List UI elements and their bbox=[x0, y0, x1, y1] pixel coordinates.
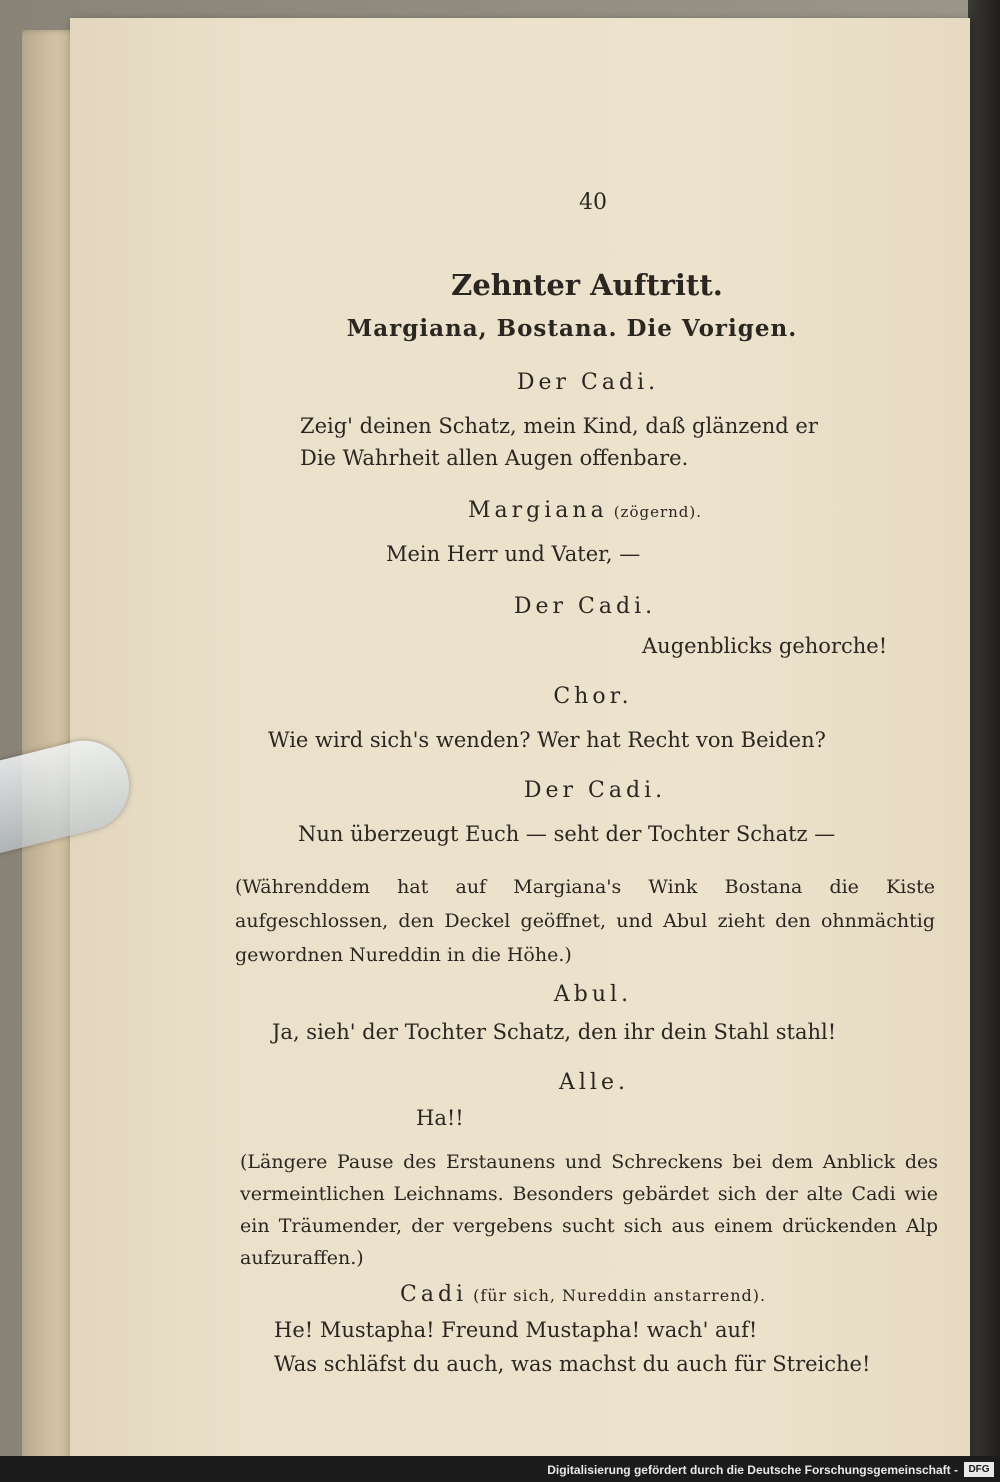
speaker-label: Alle. bbox=[559, 1070, 629, 1095]
speaker-name: Cadi bbox=[400, 1282, 468, 1307]
speaker-label: Der Cadi. bbox=[513, 594, 657, 619]
speaker-note: (zögernd). bbox=[613, 503, 703, 521]
dialogue-line: Ha!! bbox=[416, 1106, 464, 1130]
funding-credit: Digitalisierung gefördert durch die Deutsche Forschungsgemeinschaft - bbox=[547, 1463, 958, 1477]
dialogue-line: Wie wird sich's wenden? Wer hat Recht von Beiden? bbox=[268, 728, 826, 752]
dialogue-line: Zeig' deinen Schatz, mein Kind, daß glänzend er bbox=[300, 414, 818, 438]
speaker-name: Margiana bbox=[468, 498, 608, 523]
stage-direction: (Längere Pause des Erstaunens und Schreckens bei dem Anblick des vermeintlichen Leichnams. Besonders gebärdet sich der alte Cadi wie ein Träumender, der vergebens sucht sich aus einem drückenden Alp aufzuraffen.) bbox=[240, 1151, 938, 1269]
characters-line: Margiana, Bostana. Die Vorigen. bbox=[346, 315, 798, 342]
speaker-label: Chor. bbox=[553, 684, 633, 709]
page-number: 40 bbox=[579, 190, 607, 215]
dialogue-line: Was schläfst du auch, was machst du auch für Streiche! bbox=[274, 1352, 871, 1376]
dialogue-line: Mein Herr und Vater, — bbox=[386, 542, 641, 566]
footer-bar bbox=[0, 1456, 1000, 1482]
stage-direction: (Währenddem hat auf Margiana's Wink Bostana die Kiste aufgeschlossen, den Deckel geöffnet, und Abul zieht den ohnmächtig gewordnen Nureddin in die Höhe.) bbox=[235, 876, 935, 966]
speaker-label bbox=[468, 498, 702, 523]
dialogue-line: Ja, sieh' der Tochter Schatz, den ihr dein Stahl stahl! bbox=[272, 1020, 837, 1044]
dfg-logo: DFG bbox=[964, 1462, 994, 1477]
speaker-label bbox=[400, 1282, 766, 1307]
speaker-label: Der Cadi. bbox=[516, 370, 660, 395]
dialogue-line: Die Wahrheit allen Augen offenbare. bbox=[300, 446, 689, 470]
speaker-label: Abul. bbox=[553, 982, 633, 1007]
dialogue-line: Nun überzeugt Euch — seht der Tochter Schatz — bbox=[298, 822, 836, 846]
dialogue-line: Augenblicks gehorche! bbox=[642, 634, 888, 658]
scene-heading: Zehnter Auftritt. bbox=[451, 268, 723, 302]
dialogue-line: He! Mustapha! Freund Mustapha! wach' auf! bbox=[274, 1318, 758, 1342]
book-page bbox=[70, 18, 970, 1468]
scan-right-margin bbox=[968, 0, 1000, 1482]
speaker-note: (für sich, Nureddin anstarrend). bbox=[473, 1286, 767, 1305]
speaker-label: Der Cadi. bbox=[523, 778, 667, 803]
